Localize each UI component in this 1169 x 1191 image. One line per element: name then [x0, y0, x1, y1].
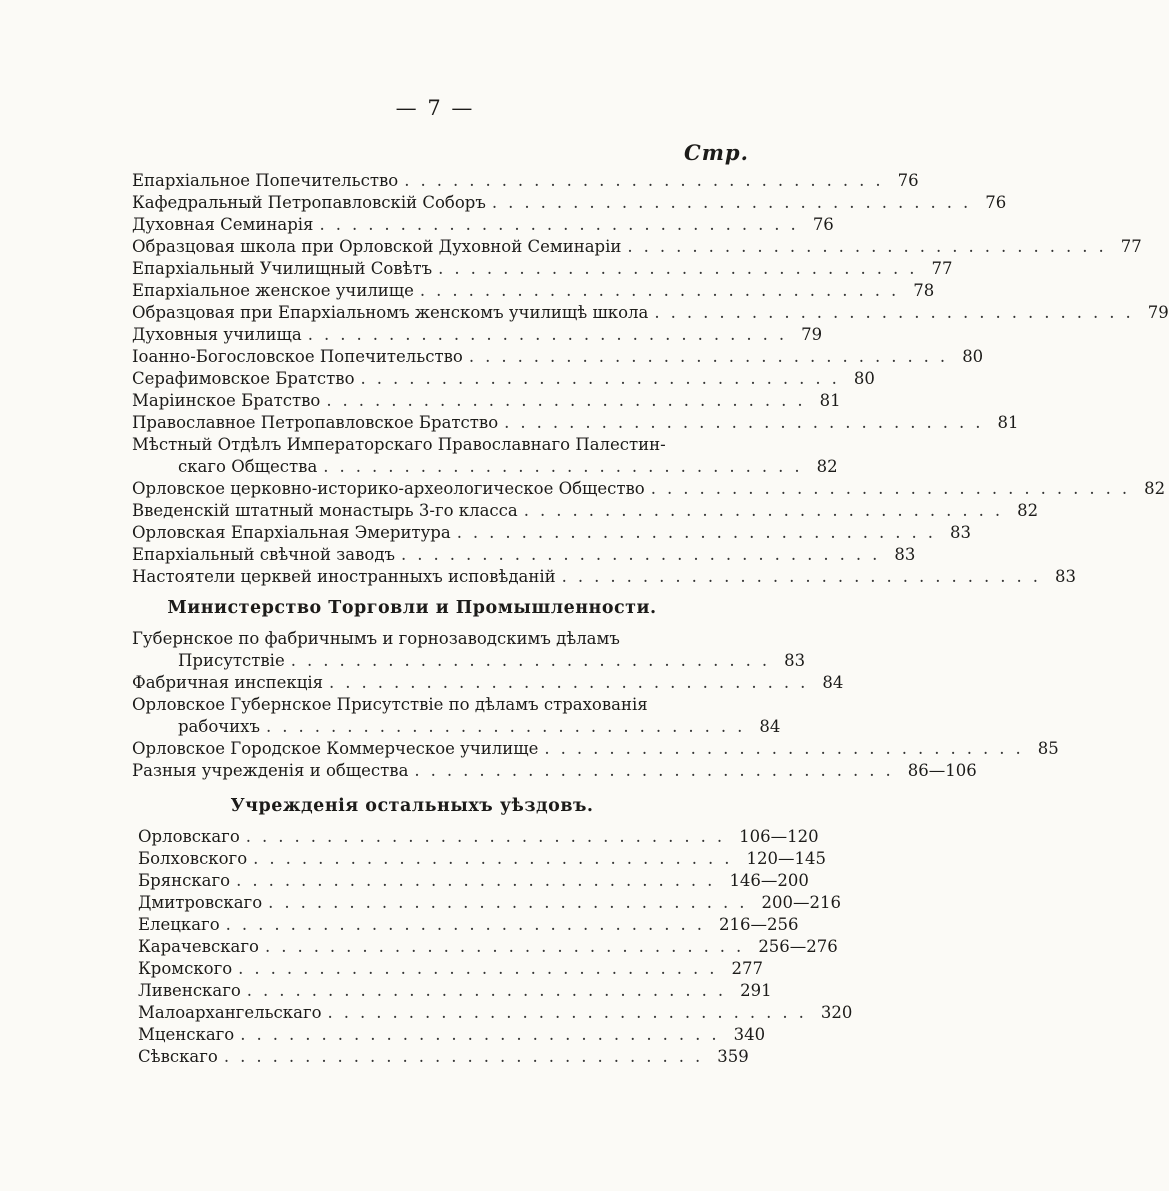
- leader-dots: ..............................: [326, 391, 814, 410]
- toc-entry-title: Ливенскаго: [138, 981, 241, 1000]
- toc-entry: [132, 434, 714, 456]
- toc-entry-title: Орловское церковно-историко-археологическое Общество: [132, 479, 645, 498]
- toc-entry: Епархіальный Училищный Совѣтъ .............................. 77: [132, 259, 953, 278]
- toc-entry-continuation: скаго Общества .............................. 82: [132, 456, 714, 478]
- toc-entry-title: Образцовая при Епархіальномъ женскомъ училищѣ школа: [132, 303, 649, 322]
- leader-dots: ..............................: [225, 915, 713, 934]
- toc-entry: Карачевскаго .............................. 256—276: [138, 937, 838, 956]
- leader-dots: ..............................: [544, 739, 1032, 758]
- section-heading-ministry: Министерство Торговли и Промышленности.: [167, 598, 657, 618]
- toc-entry-continuation: Присутствіе .............................. 83: [132, 650, 714, 672]
- leader-dots: ..............................: [456, 523, 945, 542]
- leader-dots: ..............................: [523, 501, 1012, 520]
- leader-dots: ..............................: [290, 651, 779, 670]
- toc-entry-title: Епархіальный Училищный Совѣтъ: [132, 259, 433, 278]
- toc-entry: Православное Петропавловское Братство .............................. 81: [132, 413, 1019, 432]
- toc-entry-title: Настоятели церквей иностранныхъ исповѣданій: [132, 567, 556, 586]
- toc-entry-title: Малоархангельскаго: [138, 1003, 322, 1022]
- leader-dots: ..............................: [504, 413, 992, 432]
- toc-entry-title: Карачевскаго: [138, 937, 259, 956]
- toc-entry-title: рабочихъ: [178, 717, 260, 736]
- toc-entry: Образцовая при Епархіальномъ женскомъ училищѣ школа .............................. 79: [132, 303, 1169, 322]
- toc-entry: Кафедральный Петропавловскій Соборъ .............................. 76: [132, 193, 1007, 212]
- leader-dots: ..............................: [264, 937, 753, 956]
- toc-entry-title: Серафимовское Братство: [132, 369, 355, 388]
- leader-dots: ..............................: [627, 237, 1115, 256]
- leader-dots: ..............................: [307, 325, 796, 344]
- toc-entry-title: Фабричная инспекція: [132, 673, 324, 692]
- leader-dots: ..............................: [238, 959, 726, 978]
- toc-entry-title: Епархіальный свѣчной заводъ: [132, 545, 395, 564]
- toc-entry-page: 320: [820, 1003, 853, 1022]
- leader-dots: ..............................: [654, 303, 1142, 322]
- toc-entry-title: Кромского: [138, 959, 233, 978]
- leader-dots: ..............................: [468, 347, 957, 366]
- leader-dots: ..............................: [400, 545, 889, 564]
- leader-dots: ..............................: [491, 193, 980, 212]
- toc-entry-title: Мценскаго: [138, 1025, 235, 1044]
- section-heading-districts: Учрежденія остальныхъ уѣздовъ.: [230, 796, 594, 816]
- toc-entry-page: 277: [731, 959, 764, 978]
- leader-dots: ..............................: [265, 717, 754, 736]
- toc-entry-title: Разныя учрежденія и общества: [132, 761, 409, 780]
- toc-entry: Брянскаго .............................. 146—200: [138, 871, 809, 890]
- page-column-header: Стр.: [684, 140, 749, 165]
- toc-entry-page: 340: [733, 1025, 766, 1044]
- toc-entry: Серафимовское Братство .............................. 80: [132, 369, 875, 388]
- toc-entry-title: Болховского: [138, 849, 248, 868]
- leader-dots: ..............................: [360, 369, 848, 388]
- toc-entry-title: Маріинское Братство: [132, 391, 321, 410]
- toc-entry: Іоанно-Богословское Попечительство .............................. 80: [132, 347, 984, 366]
- toc-entry-title: Православное Петропавловское Братство: [132, 413, 499, 432]
- toc-section-diocese: [132, 170, 1169, 588]
- toc-entry-title: Орловское Губернское Присутствіе по дѣламъ страхованія: [132, 695, 648, 714]
- toc-entry: Епархіальное Попечительство .............................. 76: [132, 171, 919, 190]
- toc-entry-page: 291: [740, 981, 772, 1000]
- leader-dots: ..............................: [323, 457, 811, 476]
- toc-entry: Маріинское Братство .............................. 81: [132, 391, 841, 410]
- toc-entry: [138, 1024, 766, 1046]
- toc-entry: Епархіальный свѣчной заводъ .............................. 83: [132, 545, 916, 564]
- toc-entry: [138, 1002, 853, 1024]
- toc-entry-title: Сѣвскаго: [138, 1047, 218, 1066]
- toc-entry: Духовныя училища .............................. 79: [132, 325, 823, 344]
- leader-dots: ..............................: [329, 673, 817, 692]
- toc-section-districts: [138, 826, 853, 1068]
- toc-section-ministry: [132, 628, 1059, 782]
- toc-entry: [132, 628, 714, 650]
- toc-entry: [132, 694, 714, 716]
- toc-entry: Орловскаго .............................. 106—120: [138, 827, 819, 846]
- toc-entry: [138, 958, 764, 980]
- toc-entry-title: Духовная Семинарія: [132, 215, 314, 234]
- leader-dots: ..............................: [438, 259, 926, 278]
- leader-dots: ..............................: [419, 281, 908, 300]
- toc-entry-title: Губернское по фабричнымъ и горнозаводскимъ дѣламъ: [132, 629, 620, 648]
- toc-entry-title: Введенскій штатный монастырь 3-го класса: [132, 501, 518, 520]
- leader-dots: ..............................: [404, 171, 892, 190]
- toc-entry: Настоятели церквей иностранныхъ исповѣданій .............................. 83: [132, 567, 1077, 586]
- toc-entry: [138, 980, 772, 1002]
- toc-entry-title: скаго Общества: [178, 457, 318, 476]
- toc-entry-title: Епархіальное Попечительство: [132, 171, 399, 190]
- toc-entry: Болховского .............................. 120—145: [138, 849, 826, 868]
- toc-entry-title: Орловское Городское Коммерческое училище: [132, 739, 539, 758]
- toc-entry-title: Орловская Епархіальная Эмеритура: [132, 523, 451, 542]
- toc-entry-page: 359: [717, 1047, 749, 1066]
- leader-dots: ..............................: [240, 1025, 728, 1044]
- leader-dots: ..............................: [561, 567, 1050, 586]
- leader-dots: ..............................: [268, 893, 756, 912]
- leader-dots: ..............................: [253, 849, 741, 868]
- toc-entry: Орловское церковно-историко-археологическое Общество .............................. 82: [132, 479, 1166, 498]
- leader-dots: ..............................: [327, 1003, 815, 1022]
- toc-entry-title: Духовныя училища: [132, 325, 302, 344]
- leader-dots: ..............................: [414, 761, 902, 780]
- toc-entry-title: Брянскаго: [138, 871, 231, 890]
- toc-entry: Фабричная инспекція .............................. 84: [132, 673, 844, 692]
- toc-entry: Введенскій штатный монастырь 3-го класса .............................. 82: [132, 501, 1039, 520]
- toc-entry-title: Дмитровскаго: [138, 893, 263, 912]
- leader-dots: ..............................: [246, 981, 735, 1000]
- leader-dots: ..............................: [245, 827, 734, 846]
- page-number: — 7 —: [395, 96, 475, 120]
- toc-entry-title: Присутствіе: [178, 651, 285, 670]
- toc-entry: Разныя учрежденія и общества .............................. 86—106: [132, 761, 977, 780]
- leader-dots: ..............................: [650, 479, 1139, 498]
- toc-entry: Орловская Епархіальная Эмеритура .............................. 83: [132, 523, 972, 542]
- toc-entry: Образцовая школа при Орловской Духовной Семинаріи .............................. 77: [132, 237, 1142, 256]
- toc-entry: [138, 1046, 749, 1068]
- leader-dots: ..............................: [236, 871, 724, 890]
- toc-entry-page: 216—256: [719, 915, 799, 934]
- leader-dots: ..............................: [319, 215, 807, 234]
- toc-entry-title: Мѣстный Отдѣлъ Императорскаго Православнаго Палестин-: [132, 435, 666, 454]
- toc-entry: Епархіальное женское училище .............................. 78: [132, 281, 935, 300]
- toc-entry: [138, 914, 799, 936]
- toc-entry: Орловское Городское Коммерческое училище .............................. 85: [132, 739, 1059, 758]
- toc-entry-continuation: рабочихъ .............................. 84: [132, 716, 714, 738]
- toc-entry-title: Іоанно-Богословское Попечительство: [132, 347, 463, 366]
- toc-entry-title: Кафедральный Петропавловскій Соборъ: [132, 193, 486, 212]
- toc-entry-title: Орловскаго: [138, 827, 240, 846]
- toc-entry: Дмитровскаго .............................. 200—216: [138, 893, 841, 912]
- toc-entry-title: Елецкаго: [138, 915, 220, 934]
- toc-entry-title: Епархіальное женское училище: [132, 281, 414, 300]
- toc-entry-title: Образцовая школа при Орловской Духовной Семинаріи: [132, 237, 622, 256]
- leader-dots: ..............................: [223, 1047, 712, 1066]
- toc-entry: Духовная Семинарія .............................. 76: [132, 215, 834, 234]
